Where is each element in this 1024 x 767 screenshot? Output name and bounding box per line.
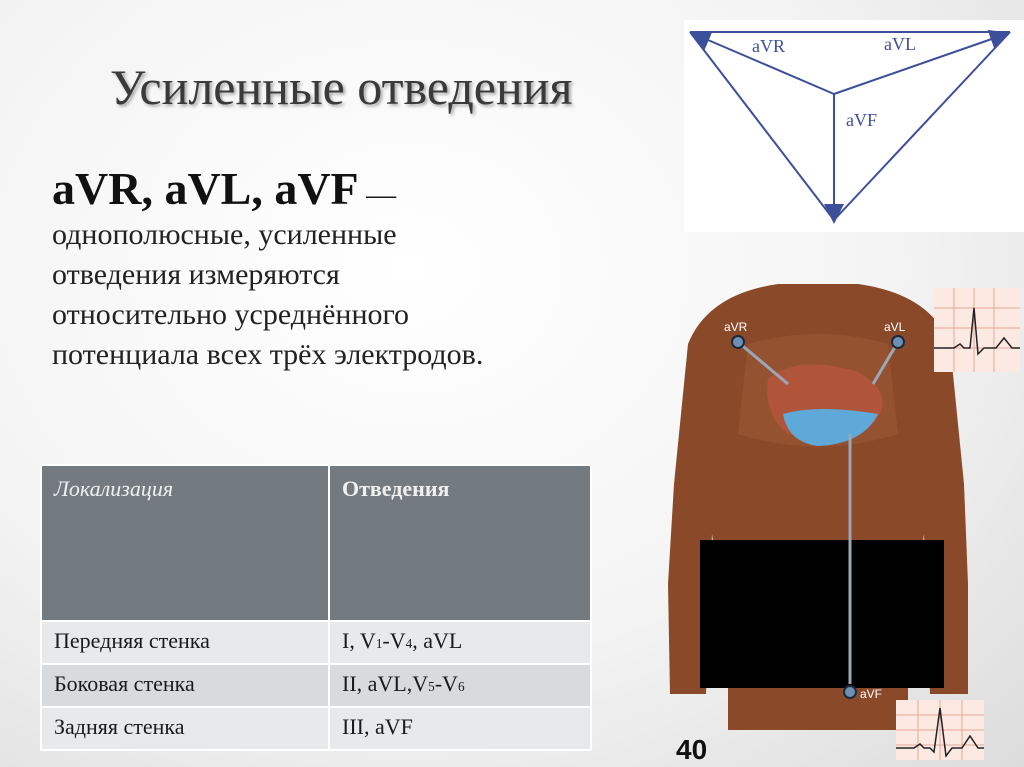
torso-electrode-figure xyxy=(668,284,968,730)
electrode-label-avl: aVL xyxy=(884,320,906,334)
lead-dash: — xyxy=(358,178,397,211)
row-leads: I, V1-V4, aVL xyxy=(329,621,591,664)
row-leads: II, aVL,V5-V6 xyxy=(329,664,591,707)
row-localization: Передняя стенка xyxy=(41,621,329,664)
header-leads: Отведения xyxy=(329,465,591,621)
row-localization: Боковая стенка xyxy=(41,664,329,707)
lead-text: однополюсные, усиленные отведения измеряются относительно усреднённого потенциала всех трёх электродов. xyxy=(52,218,484,371)
lead-paragraph xyxy=(52,162,512,375)
censor-block xyxy=(700,540,944,688)
electrode-avr xyxy=(732,336,744,348)
electrode-label-avf: aVF xyxy=(860,687,883,701)
table-row xyxy=(41,621,591,664)
header-localization: Локализация xyxy=(41,465,329,621)
ecg-strip-avl xyxy=(934,288,1020,372)
row-leads: III, aVF xyxy=(329,707,591,750)
electrode-label-avr: aVR xyxy=(724,320,748,334)
lead-triangle-diagram xyxy=(684,20,1024,232)
triangle-label-avf: aVF xyxy=(846,110,877,130)
triangle-label-avr: aVR xyxy=(752,36,785,56)
page-number: 40 xyxy=(676,734,708,765)
table-row xyxy=(41,707,591,750)
row-localization: Задняя стенка xyxy=(41,707,329,750)
slide-title: Усиленные отведения xyxy=(110,59,573,115)
triangle-label-avl: aVL xyxy=(884,34,916,54)
table-row xyxy=(41,664,591,707)
ecg-strip-avf xyxy=(896,700,984,760)
electrode-avf xyxy=(844,686,856,698)
electrode-avl xyxy=(892,336,904,348)
triangle-left-edge xyxy=(690,32,834,220)
localization-table xyxy=(40,464,592,751)
lead-heading: aVR, aVL, aVF xyxy=(52,163,359,214)
